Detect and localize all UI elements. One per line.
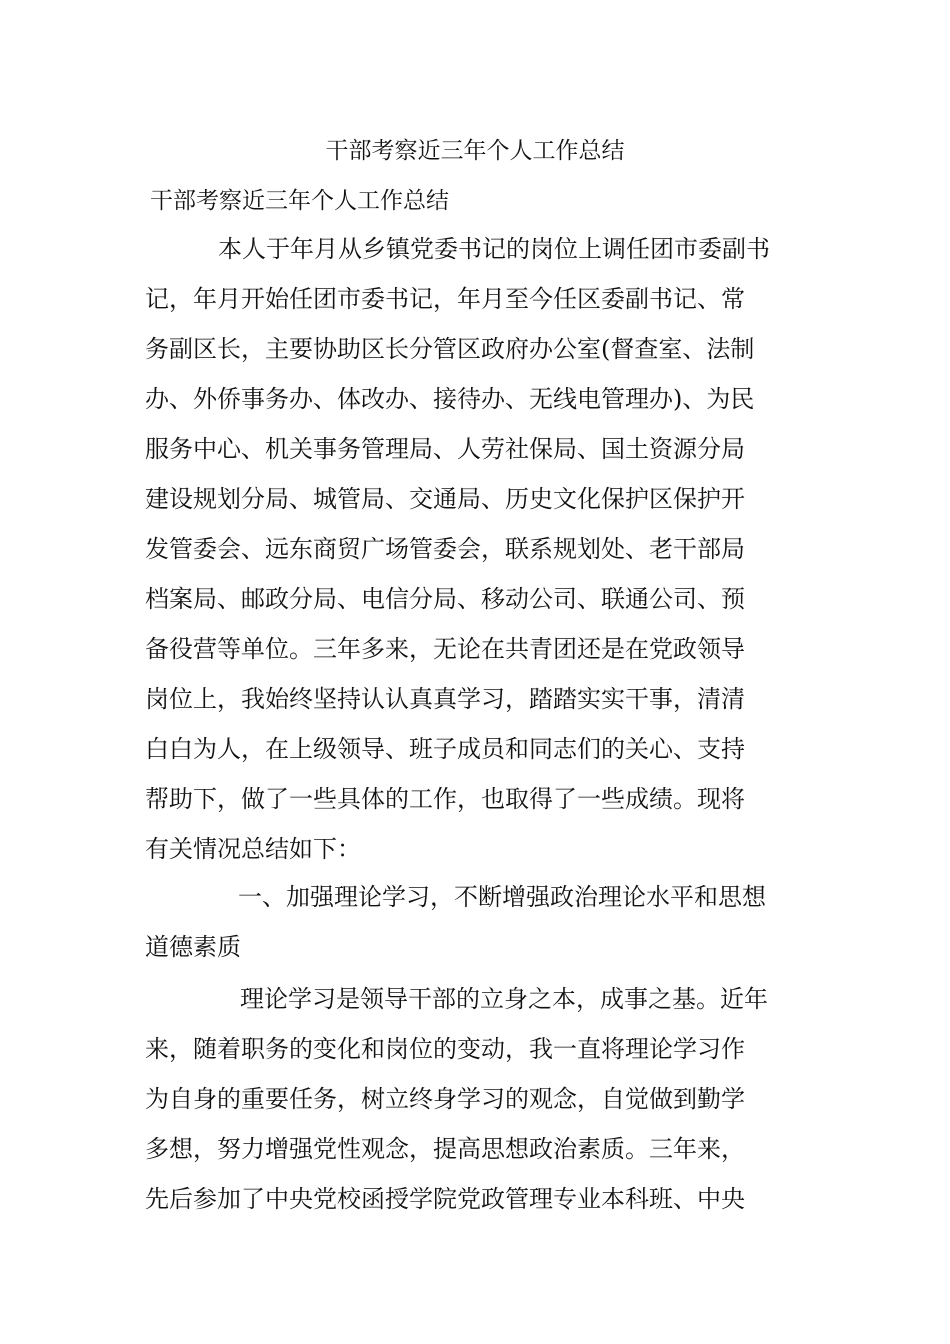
paragraph-line: 为自身的重要任务，树立终身学习的观念，自觉做到勤学 [145,1085,745,1113]
paragraph-line: 发管委会、远东商贸广场管委会，联系规划处、老干部局 [145,535,745,563]
paragraph-line: 务副区长，主要协助区长分管区政府办公室(督查室、法制 [145,335,755,363]
section-heading-line: 道德素质 [145,933,241,961]
paragraph-line: 本人于年月从乡镇党委书记的岗位上调任团市委副书 [218,235,770,263]
paragraph-line: 来，随着职务的变化和岗位的变动，我一直将理论学习作 [145,1035,745,1063]
paragraph-line: 备役营等单位。三年多来，无论在共青团还是在党政领导 [145,635,745,663]
paragraph-line: 办、外侨事务办、体改办、接待办、无线电管理办)、为民 [145,385,755,413]
paragraph-line: 档案局、邮政分局、电信分局、移动公司、联通公司、预 [145,585,745,613]
paragraph-line: 建设规划分局、城管局、交通局、历史文化保护区保护开 [145,485,745,513]
paragraph-line: 有关情况总结如下： [145,835,361,863]
paragraph-line: 理论学习是领导干部的立身之本，成事之基。近年 [240,985,768,1013]
paragraph-line: 记，年月开始任团市委书记，年月至今任区委副书记、常 [145,285,745,313]
paragraph-line: 帮助下，做了一些具体的工作，也取得了一些成绩。现将 [145,785,745,813]
paragraph-line: 多想，努力增强党性观念，提高思想政治素质。三年来， [145,1135,745,1163]
paragraph-line: 服务中心、机关事务管理局、人劳社保局、国土资源分局 [145,435,745,463]
paragraph-line: 白白为人，在上级领导、班子成员和同志们的关心、支持 [145,735,745,763]
section-heading-line: 一、加强理论学习，不断增强政治理论水平和思想 [238,883,766,911]
document-title: 干部考察近三年个人工作总结 [325,138,625,164]
paragraph-line: 岗位上，我始终坚持认认真真学习，踏踏实实干事，清清 [145,685,745,713]
paragraph-line: 先后参加了中央党校函授学院党政管理专业本科班、中央 [145,1185,745,1213]
document-subtitle: 干部考察近三年个人工作总结 [150,188,449,214]
